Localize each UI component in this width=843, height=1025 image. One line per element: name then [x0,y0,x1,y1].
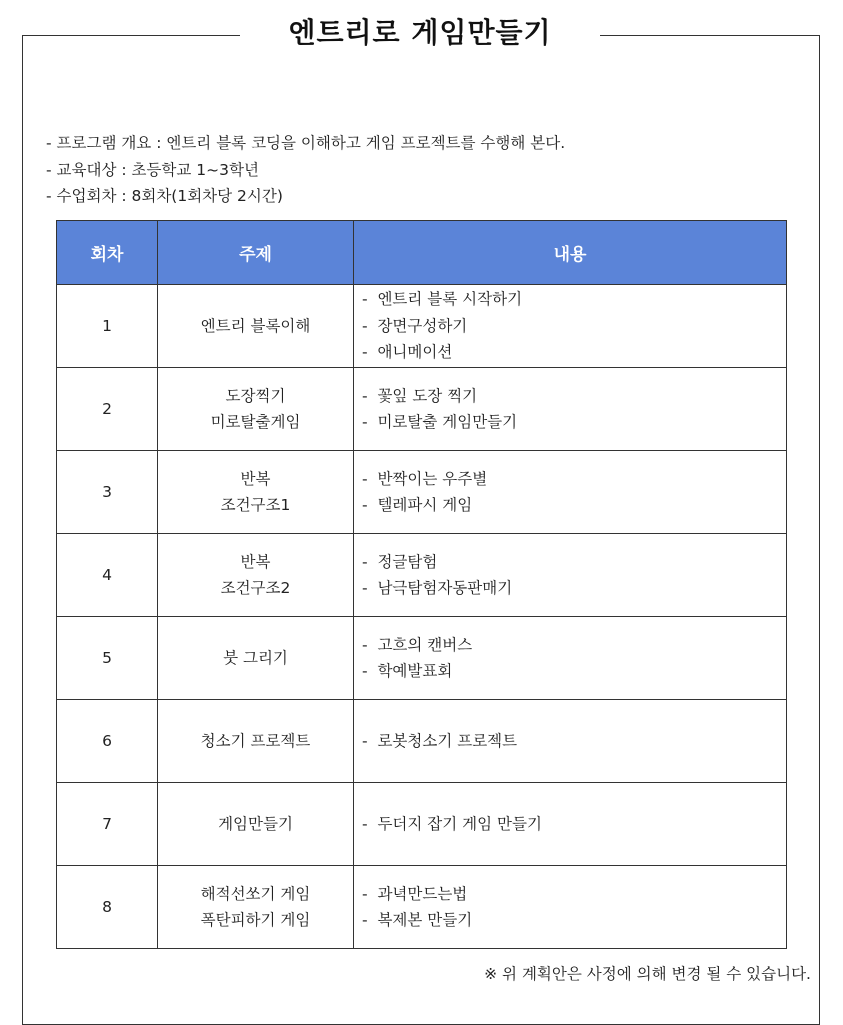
table-row [57,866,787,949]
content-item: - 정글탐험 [362,552,438,571]
topic-line: 게임만들기 [218,815,293,833]
table-row [57,534,787,617]
content-item: - 꽃잎 도장 찍기 [362,386,478,405]
info-sessions: - 수업회차 : 8회차(1회차당 2시간) [46,187,283,205]
footnote: ※ 위 계획안은 사정에 의해 변경 될 수 있습니다. [484,965,811,983]
content-item: - 장면구성하기 [362,316,468,335]
session-topic [158,368,354,451]
topic-line: 해적선쏘기 게임 [200,885,311,903]
session-content [354,451,787,534]
topic-line: 붓 그리기 [223,649,288,667]
table-header-row [57,221,787,285]
topic-line: 조건구조2 [220,579,291,597]
topic-line: 엔트리 블록이해 [200,317,311,335]
program-info [46,130,565,210]
session-number: 2 [57,368,158,451]
topic-line: 도장찍기 [225,387,286,405]
session-content [354,866,787,949]
content-item: - 고흐의 캔버스 [362,635,473,654]
content-item: - 남극탐험자동판매기 [362,579,513,597]
session-topic [158,534,354,617]
topic-line: 반복 [240,470,271,488]
table-row [57,617,787,700]
table-body [57,285,787,949]
session-topic [158,451,354,534]
header-content: 내용 [354,221,787,285]
session-number: 8 [57,866,158,949]
session-content [354,534,787,617]
content-item: - 엔트리 블록 시작하기 [362,290,523,309]
content-item: - 애니메이션 [362,343,453,362]
session-number: 7 [57,783,158,866]
session-content [354,368,787,451]
table-row [57,451,787,534]
info-target: - 교육대상 : 초등학교 1~3학년 [46,160,259,179]
session-topic [158,783,354,866]
session-content [354,617,787,700]
session-number: 6 [57,700,158,783]
content-item: - 과녁만드는법 [362,884,468,903]
session-number: 3 [57,451,158,534]
content-item: - 학예발표회 [362,662,453,680]
session-topic [158,285,354,368]
content-item: - 텔레파시 게임 [362,496,473,514]
content-item: - 로봇청소기 프로젝트 [362,731,518,750]
session-topic [158,617,354,700]
session-content [354,783,787,866]
header-session: 회차 [57,221,158,285]
table-row [57,700,787,783]
content-item: - 반짝이는 우주별 [362,469,488,488]
page-title: 엔트리로 게임만들기 [240,10,600,56]
content-item: - 미로탈출 게임만들기 [362,413,518,431]
content-item: - 두더지 잡기 게임 만들기 [362,814,542,833]
content-item: - 복제본 만들기 [362,911,473,929]
curriculum-table [56,220,787,949]
session-number: 1 [57,285,158,368]
session-content [354,700,787,783]
session-number: 5 [57,617,158,700]
table-row [57,368,787,451]
header-topic: 주제 [158,221,354,285]
session-content [354,285,787,368]
topic-line: 폭탄피하기 게임 [200,911,311,929]
table-row [57,285,787,368]
table-row [57,783,787,866]
topic-line: 조건구조1 [220,496,291,514]
session-topic [158,866,354,949]
topic-line: 반복 [240,553,271,571]
info-overview: - 프로그램 개요 : 엔트리 블록 코딩을 이해하고 게임 프로젝트를 수행해 본다. [46,134,566,152]
topic-line: 미로탈출게임 [210,413,301,431]
session-topic [158,700,354,783]
topic-line: 청소기 프로젝트 [200,732,311,750]
session-number: 4 [57,534,158,617]
